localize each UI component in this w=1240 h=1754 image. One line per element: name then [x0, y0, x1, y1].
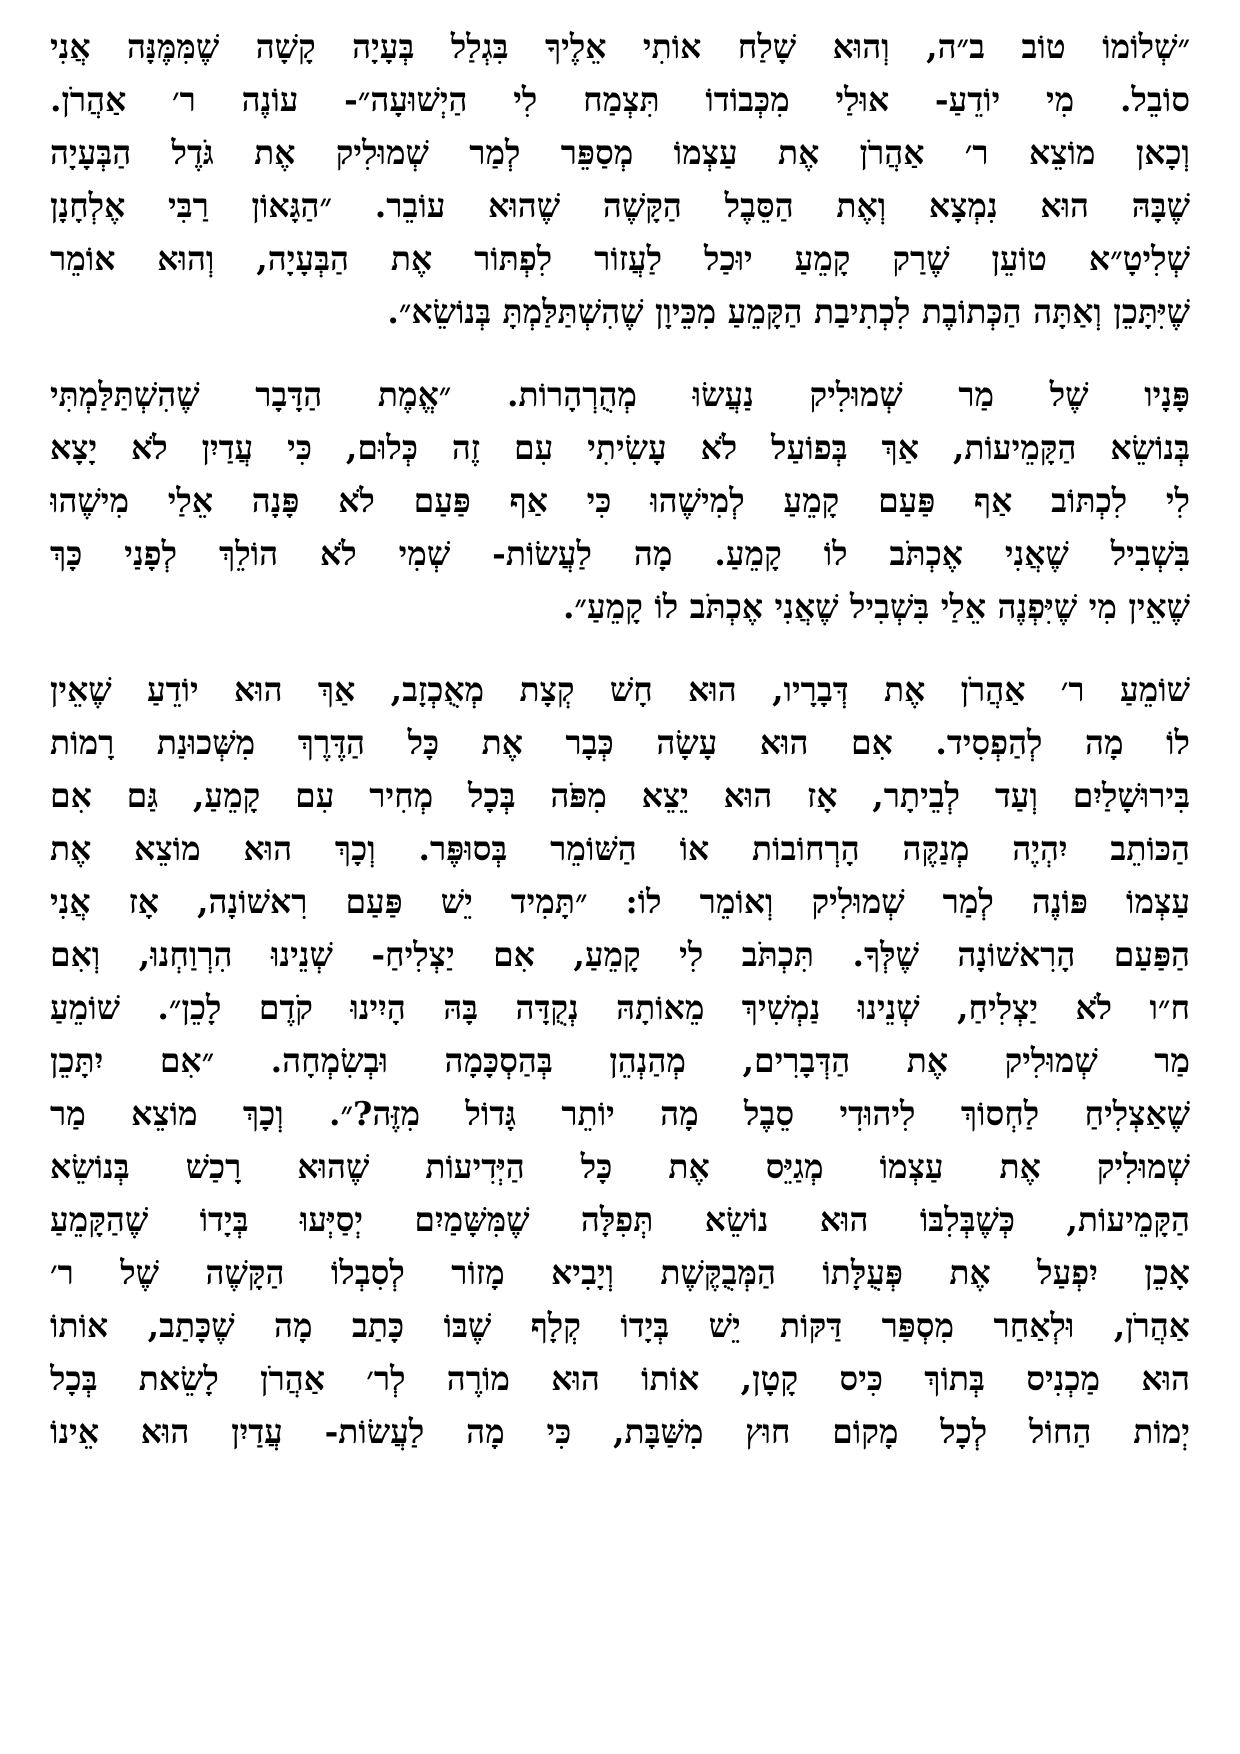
text-line: אַהֲרֹן, וּלְאַחַר מִסְפַּר דַּקּוֹת יֵשׁ בְּיָדוֹ קְלָף שֶׁבּוֹ כָּתַב מָה שֶׁכָּתַב, אוֹתוֹ — [50, 1306, 1190, 1345]
text-line: יְמוֹת הַחוֹל לְכָל מָקוֹם חוּץ מִשַּׁבָּת, כִּי מָה לַעֲשׂוֹת- עֲדַיִן הוּא אֵינוֹ — [50, 1412, 1190, 1451]
text-line: לוֹ מָה לְהַפְסִיד. אִם הוּא עָשָׂה כְּבָר אֶת כָּל הַדֶּרֶךְ מִשְּׁכוּנַת רָמוֹת — [50, 723, 1190, 762]
paragraph-2 — [50, 368, 1190, 633]
paragraph-3 — [50, 663, 1190, 1458]
text-line: שׁוֹמֵעַ ר׳ אַהֲרֹן אֶת דְּבָרָיו, הוּא חָשׁ קְצָת מְאֻכְזָב, אַךְ הוּא יוֹדֵעַ שֶׁאֵין — [50, 670, 1190, 709]
text-line: עַצְמוֹ פּוֹנֶה לְמַר שְׁמוּלִיק וְאוֹמֵר לוֹ: ״תָּמִיד יֵשׁ פַּעַם רִאשׁוֹנָה, אָז אֲנִי — [50, 882, 1190, 921]
text-line: פָּנָיו שֶׁל מַר שְׁמוּלִיק נַעֲשׂוּ מְהֻרְהָרוֹת. ״אֱמֶת הַדָּבָר שֶׁהִשְׁתַּלַּמְתִּי — [50, 375, 1190, 414]
text-line: מַר שְׁמוּלִיק אֶת הַדְּבָרִים, מְהַנְהֵן בְּהַסְכָּמָה וּבְשִׂמְחָה. ״אִם יִתָּכֵן — [50, 1041, 1190, 1080]
text-line: ח״ו לֹא יַצְלִיחַ, שְׁנֵינוּ נַמְשִׁיךְ מֵאוֹתָהּ נְקֻדָּה בָּהּ הָיִינוּ קֹדֶם לָכֵן״. שׁוֹמֵעַ — [50, 988, 1190, 1027]
text-line: בִּירוּשָׁלַיִם וְעַד לְבֵיתָר, אָז הוּא יֵצֵא מִפֹּה בְּכָל מְחִיר עִם קָמֵעַ, גַּם אִם — [50, 776, 1190, 815]
text-line: לִי לִכְתּוֹב אַף פַּעַם קָמֵעַ לְמִישֶׁהוּ כִּי אַף פַּעַם לֹא פָּנָה אֵלַי מִישֶׁהוּ — [50, 481, 1190, 520]
text-line: הוּא מַכְנִיס בְּתוֹךְ כִּיס קָטָן, אוֹתוֹ הוּא מוֹרֶה לְר׳ אַהֲרֹן לָשֵׂאת בְּכָל — [50, 1359, 1190, 1398]
text-line: הַכּוֹתֵב יִהְיֶה מְנַקֶּה הָרְחוֹבוֹת אוֹ הַשּׁוֹמֵר בְּסוּפֶּר. וְכָךְ הוּא מוֹצֵא אֶת — [50, 829, 1190, 868]
paragraph-1 — [50, 20, 1190, 338]
text-line: שֶׁיִּתָּכֵן וְאַתָּה הַכְּתוֹבֶת לִכְתִיבַת הַקָּמֵעַ מִכֵּיוָן שֶׁהִשְׁתַּלַּמְתָּ בְּנוֹשֵׂא״. — [387, 292, 1190, 331]
text-line: שְׁמוּלִיק אֶת עַצְמוֹ מְגַיֵּס אֶת כָּל הַיְּדִיעוֹת שֶׁהוּא רָכַשׁ בְּנוֹשֵׂא — [50, 1147, 1190, 1186]
text-line: אָכֵן יִפְעַל אֶת פְּעֻלָּתוֹ הַמְּבֻקֶּשֶׁת וְיָבִיא מָזוֹר לְסִבְלוֹ הַקָּשֶׁה שֶׁל ר׳ — [50, 1253, 1190, 1292]
text-line: סוֹבֵל. מִי יוֹדֵעַ- אוּלַי מִכְּבוֹדוֹ תִּצְמַח לִי הַיְשׁוּעָה״- עוֹנֶה ר׳ אַהֲרֹן. — [50, 80, 1190, 119]
text-line: שֶׁאֵין מִי שֶׁיִּפְנֶה אֵלַי בִּשְׁבִיל שֶׁאֲנִי אֶכְתֹּב לוֹ קָמֵעַ״. — [562, 587, 1190, 626]
text-line: שֶׁאַצְלִיחַ לַחְסוֹךְ לִיהוּדִי סֵבֶל מָה יוֹתֵר גָּדוֹל מִזֶּה?״. וְכָךְ מוֹצֵא מַר — [50, 1094, 1190, 1133]
text-line: ״שְׁלוֹמוֹ טוֹב ב״ה, וְהוּא שָׁלַח אוֹתִי אֵלֶיךָ בִּגְלַל בְּעָיָה קָשָׁה שֶׁמִּמֶּנָּה אֲנִי — [50, 27, 1190, 66]
text-line: וְכָאן מוֹצֵא ר׳ אַהֲרֹן אֶת עַצְמוֹ מְסַפֵּר לְמַר שְׁמוּלִיק אֶת גֹּדֶל הַבְּעָיָה — [50, 133, 1190, 172]
text-line: הַקָּמֵיעוֹת, כְּשֶׁבְּלִבּוֹ הוּא נוֹשֵׂא תְּפִלָּה שֶׁמִּשָּׁמַיִם יְסַיְּעוּ בְּיָדוֹ שֶׁהַקָּמֵעַ — [50, 1200, 1190, 1239]
text-line: שְׁלִיטָ״א טוֹעֵן שֶׁרַק קָמֵעַ יוּכַל לַעֲזוֹר לִפְתּוֹר אֶת הַבְּעָיָה, וְהוּא אוֹמֵר — [50, 239, 1190, 278]
text-line: בִּשְׁבִיל שֶׁאֲנִי אֶכְתֹּב לוֹ קָמֵעַ. מָה לַעֲשׂוֹת- שְׁמִי לֹא הוֹלֵךְ לְפָנַי כָּךְ — [50, 534, 1190, 573]
document-page — [50, 20, 1190, 1458]
text-line: שֶׁבָּהּ הוּא נִמְצָא וְאֶת הַסֵּבֶל הַקָּשֶׁה שֶׁהוּא עוֹבֵר. ״הַגָּאוֹן רַבִּי אֶלְחָנָן — [50, 186, 1190, 225]
text-line: בְּנוֹשֵׂא הַקָּמֵיעוֹת, אַךְ בְּפוֹעַל לֹא עָשִׂיתִי עִם זֶה כְּלוּם, כִּי עֲדַיִן לֹא יָצָא — [50, 428, 1190, 467]
text-line: הַפַּעַם הָרִאשׁוֹנָה שֶׁלְּךָ. תִּכְתֹּב לִי קָמֵעַ, אִם יַצְלִיחַ- שְׁנֵינוּ הִרְוַחְנוּ, וְאִם — [50, 935, 1190, 974]
